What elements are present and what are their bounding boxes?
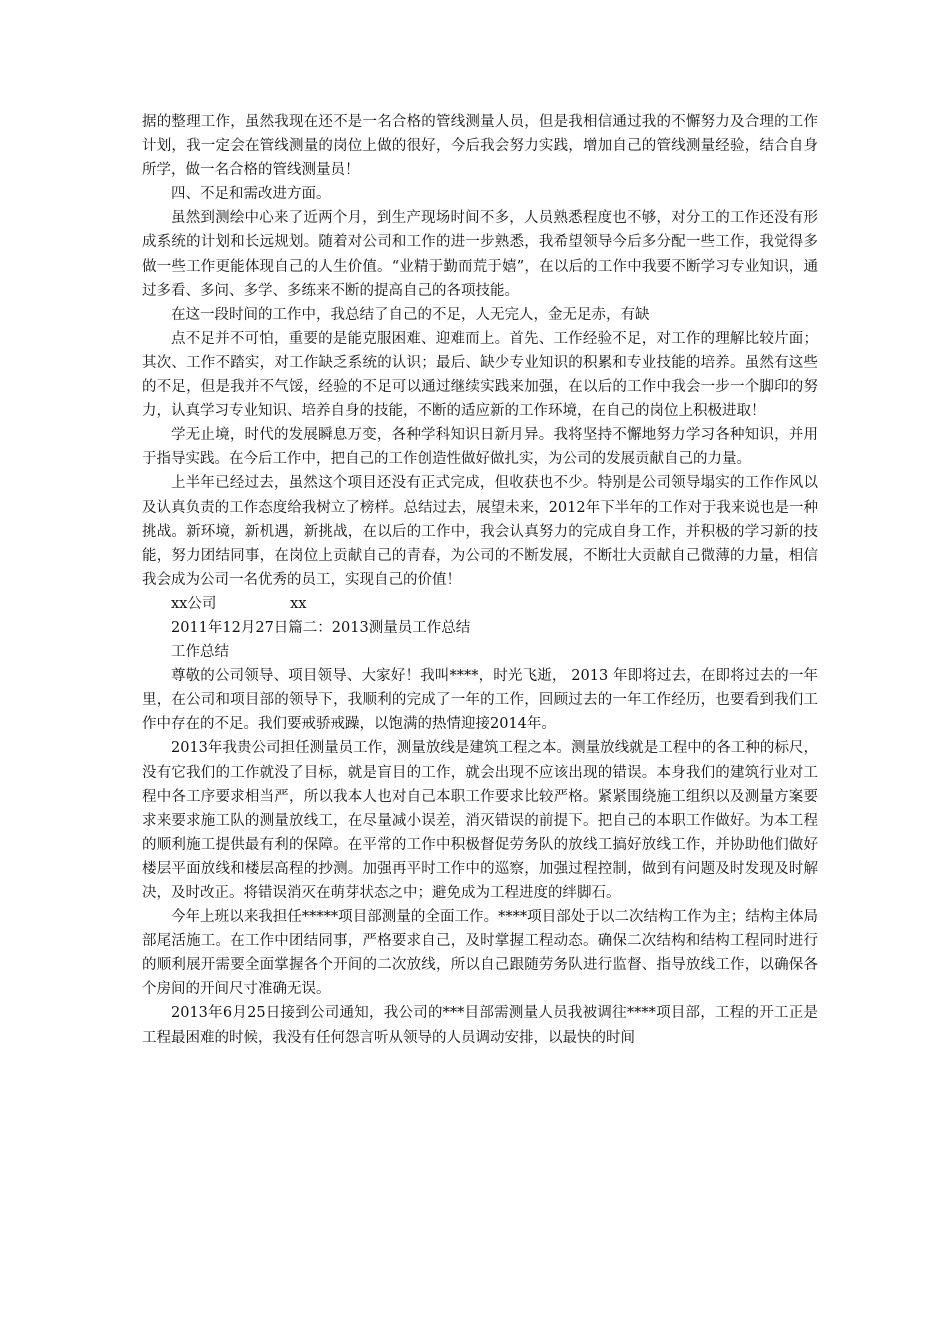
- paragraph: 据的整理工作，虽然我现在还不是一名合格的管线测量人员，但是我相信通过我的不懈努力及合理的工作计划，我一定会在管线测量的岗位上做的很好，今后我会努力实践，增加自己的管线测量经验，结合自身所学，做一名合格的管线测量员！: [142, 114, 818, 179]
- signature-line: xx公司 xx: [171, 595, 307, 612]
- paragraph: 尊敬的公司领导、项目领导、大家好！我叫****，时光飞逝， 2013 年即将过去，在即将过去的一年里，在公司和项目部的领导下，我顺利的完成了一年的工作，回顾过去的一年工作经历，也要看到我们工作中存在的不足。我们要戒骄戒躁，以饱满的热情迎接2014年。: [142, 668, 818, 733]
- document-page: [142, 110, 818, 1050]
- paragraph: 上半年已经过去，虽然这个项目还没有正式完成，但收获也不少。特别是公司领导塌实的工作作风以及认真负责的工作态度给我树立了榜样。总结过去，展望未来，2012年下半年的工作对于我来说也是一种挑战。新环境，新机遇，新挑战，在以后的工作中，我会认真努力的完成自身工作，并积极的学习新的技能，努力团结同事，在岗位上贡献自己的青春，为公司的不断发展，不断壮大贡献自己微薄的力量，相信我会成为公司一名优秀的员工，实现自己的价值！: [142, 475, 818, 588]
- paragraph: 点不足并不可怕，重要的是能克服困难、迎难而上。首先、工作经验不足，对工作的理解比较片面；其次、工作不踏实，对工作缺乏系统的认识；最后、缺少专业知识的积累和专业技能的培养。虽然有这些的不足，但是我并不气馁，经验的不足可以通过继续实践来加强，在以后的工作中我会一步一个脚印的努力，认真学习专业知识、培养自身的技能，不断的适应新的工作环境，在自己的岗位上积极进取！: [142, 330, 818, 420]
- paragraph: 2013年6月25日接到公司通知，我公司的***目部需测量人员我被调往****项目部，工程的开工正是工程最困难的时候，我没有任何怨言听从领导的人员调动安排，以最快的时间: [142, 1005, 818, 1046]
- section-heading: 四、不足和需改进方面。: [171, 186, 331, 203]
- paragraph: 2013年我贵公司担任测量员工作，测量放线是建筑工程之本。测量放线就是工程中的各工种的标尺，没有它我们的工作就没了目标，就是盲目的工作，就会出现不应该出现的错误。本身我们的建筑行业对工程中各工序要求相当严，所以我本人也对自己本职工作要求比较严格。紧紧围绕施工组织以及测量方案要求来要求施工队的测量放线工，在尽量减小误差，消灭错误的前提下。把自己的本职工作做好。为本工程的顺利施工提供最有利的保障。在平常的工作中积极督促劳务队的放线工搞好放线工作，并协助他们做好楼层平面放线和楼层高程的抄测。加强再平时工作中的巡察，加强过程控制，做到有问题及时发现及时解决，及时改正。将错误消灭在萌芽状态之中；避免成为工程进度的绊脚石。: [142, 740, 818, 901]
- paragraph: 今年上班以来我担任*****项目部测量的全面工作。****项目部处于以二次结构工作为主；结构主体局部尾活施工。在工作中团结同事，严格要求自己，及时掌握工程动态。确保二次结构和结构工程同时进行的顺利展开需要全面掌握各个开间的二次放线，所以自己跟随劳务队进行监督、指导放线工作，以确保各个房间的开间尺寸准确无误。: [142, 909, 818, 998]
- paragraph: 学无止境，时代的发展瞬息万变，各种学科知识日新月异。我将坚持不懈地努力学习各种知识，并用于指导实践。在今后工作中，把自己的工作创造性做好做扎实，为公司的发展贡献自己的力量。: [142, 427, 818, 468]
- document-heading: 工作总结: [171, 644, 229, 661]
- date-line: 2011年12月27日篇二：2013测量员工作总结: [171, 619, 471, 636]
- paragraph: 在这一段时间的工作中，我总结了自己的不足，人无完人，金无足赤，有缺: [171, 306, 650, 323]
- paragraph: 虽然到测绘中心来了近两个月，到生产现场时间不多，人员熟悉程度也不够，对分工的工作还没有形成系统的计划和长远规划。随着对公司和工作的进一步熟悉，我希望领导今后多分配一些工作，我觉得多做一些工作更能体现自己的人生价值。“业精于勤而荒于嬉”，在以后的工作中我要不断学习专业知识，通过多看、多问、多学、多练来不断的提高自己的各项技能。: [142, 210, 818, 299]
